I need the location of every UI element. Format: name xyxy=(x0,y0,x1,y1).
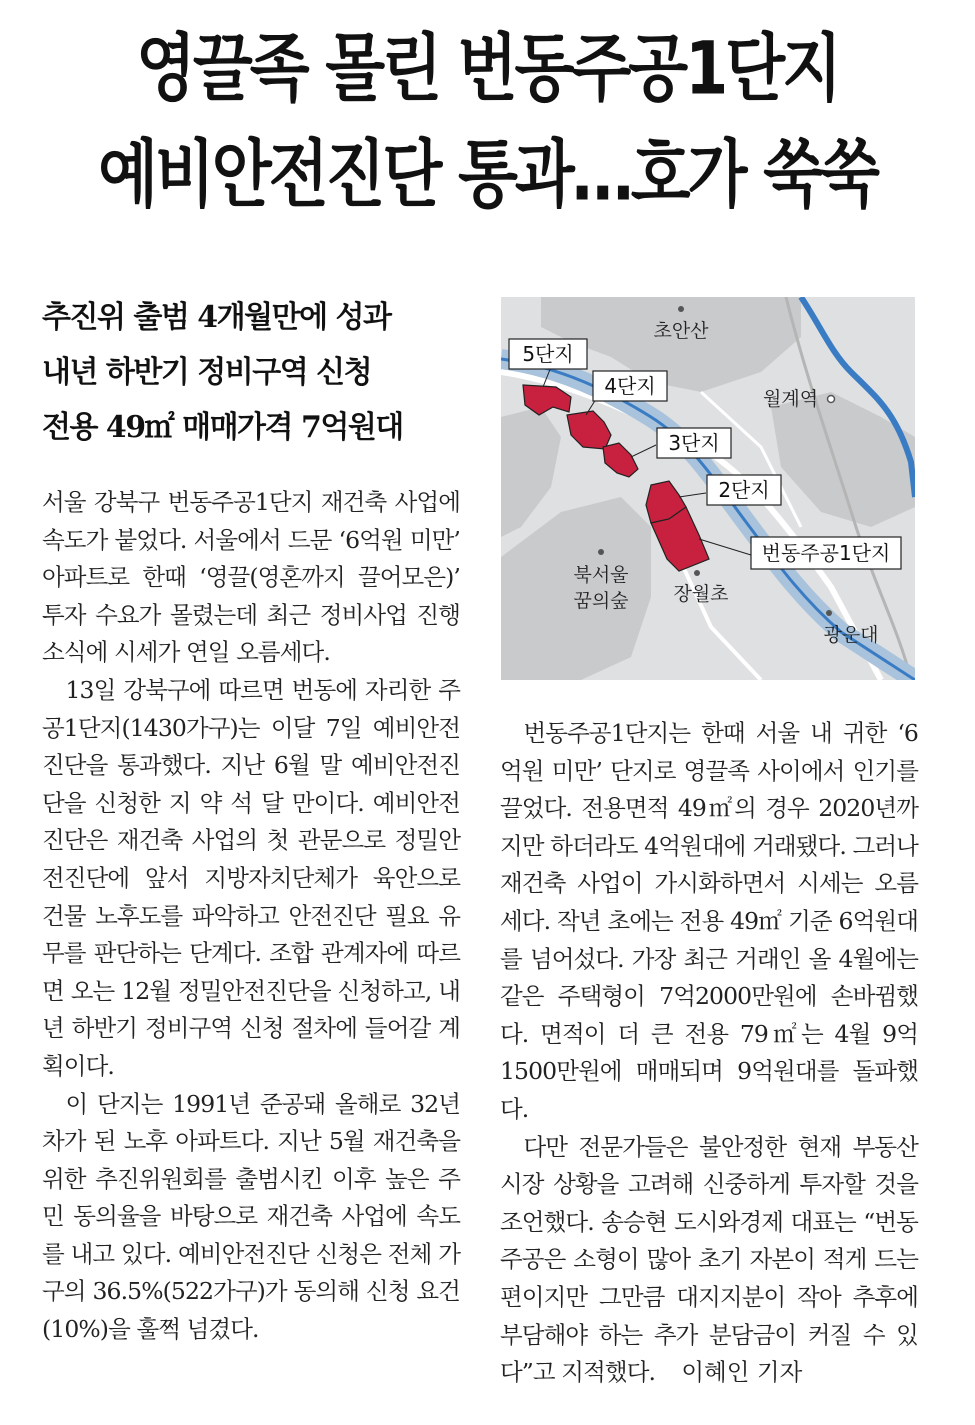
place-jangwol: 장월초 xyxy=(673,583,729,605)
headline-line-2: 예비안전진단 통과…호가 쑥쑥 xyxy=(98,130,877,218)
paragraph: 번동주공1단지는 한때 서울 내 귀한 ‘6억원 미만’ 단지로 영끌족 사이에서 인기를 끌었다. 전용면적 49㎡의 경우 2020년까지만 하더라도 4억원대에 거래됐다. 그러나 재건축 사업이 가시화하면서 시세는 오름세다. 작년 초에는 전용 49㎡ 기준 6억원대를 넘어섰다. 가장 최근 거래인 올 4월에는 같은 주택형이 7억2000만원에 손바뀜했다. 면적이 더 큰 전용 79㎡는 4월 9억1500만원에 매매되며 9억원대를 돌파했다. xyxy=(500,719,918,1123)
place-bukseoul-2: 꿈의숲 xyxy=(573,590,629,612)
byline: 이혜인 기자 xyxy=(681,1358,803,1387)
paragraph-text: 다만 전문가들은 불안정한 현재 부동산 시장 상황을 고려해 신중하게 투자할 것을 조언했다. 송승현 도시와경제 대표는 “번동주공은 소형이 많아 초기 자본이 적게 드는 편이지만 그만큼 대지지분이 작아 추후에 부담해야 하는 추가 분담금이 커질 수 있다”고 지적했다. xyxy=(500,1132,918,1387)
paragraph: 이 단지는 1991년 준공돼 올해로 32년 차가 된 노후 아파트다. 지난 5월 재건축을 위한 추진위원회를 출범시킨 이후 높은 주민 동의율을 바탕으로 재건축 사업에 속도를 내고 있다. 예비안전진단 신청은 전체 가구의 36.5%(522가구)가 동의해 신청 요건(10%)을 훌쩍 넘겼다. xyxy=(42,1089,460,1344)
subheadline-3: 전용 49㎡ 매매가격 7억원대 xyxy=(42,410,403,445)
place-bukseoul-1: 북서울 xyxy=(573,564,629,586)
svg-text:2단지: 2단지 xyxy=(718,478,770,502)
label-2 xyxy=(707,475,781,505)
svg-text:3단지: 3단지 xyxy=(668,431,720,455)
place-wolgye: 월계역 xyxy=(763,388,819,410)
svg-text:번동주공1단지: 번동주공1단지 xyxy=(761,541,891,565)
subheadline-2: 내년 하반기 정비구역 신청 xyxy=(42,355,372,390)
park-area-west xyxy=(501,407,561,537)
place-gwangun: 광운대 xyxy=(823,624,879,646)
article-column-left xyxy=(42,484,460,1349)
marker-bukseoul xyxy=(598,549,604,555)
location-map xyxy=(501,297,915,680)
subheadline-1: 추진위 출범 4개월만에 성과 xyxy=(42,300,391,335)
complex-4 xyxy=(567,411,611,449)
subheadline-list xyxy=(42,290,482,455)
headline-line-1: 영끌족 몰린 번동주공1단지 xyxy=(135,24,840,112)
article-column-right xyxy=(500,715,918,1392)
marker-gwangun xyxy=(826,610,832,616)
marker-jangwol xyxy=(694,570,700,576)
marker-choansan xyxy=(678,306,684,312)
label-5 xyxy=(509,339,587,369)
marker-wolgye xyxy=(828,396,835,403)
place-choansan: 초안산 xyxy=(653,320,709,342)
paragraph: 13일 강북구에 따르면 번동에 자리한 주공1단지(1430가구)는 이달 7일 예비안전진단을 통과했다. 지난 6월 말 예비안전진단을 신청한 지 약 석 달 만이다. 예비안전진단은 재건축 사업의 첫 관문으로 정밀안전진단에 앞서 지방자치단체가 육안으로 건물 노후도를 파악하고 안전진단 필요 유무를 판단하는 단계다. 조합 관계자에 따르면 오는 12월 정밀안전진단을 신청하고, 내년 하반기 정비구역 신청 절차에 들어갈 계획이다. xyxy=(42,675,460,1080)
label-1 xyxy=(751,537,901,569)
svg-text:5단지: 5단지 xyxy=(522,342,574,366)
paragraph: 서울 강북구 번동주공1단지 재건축 사업에 속도가 붙었다. 서울에서 드문 ‘6억원 미만’ 아파트로 한때 ‘영끌(영혼까지 끌어모은)’ 투자 수요가 몰렸는데 최근 정비사업 진행 소식에 시세가 연일 오름세다. xyxy=(42,488,460,667)
svg-text:4단지: 4단지 xyxy=(604,374,656,398)
leader-line-2 xyxy=(679,493,706,497)
label-4 xyxy=(593,371,667,401)
leader-line-3 xyxy=(631,445,656,457)
park-area-bukseoul xyxy=(501,497,651,680)
park-area-east xyxy=(771,392,915,527)
complex-3 xyxy=(603,443,638,477)
paragraph xyxy=(500,1129,918,1392)
label-3 xyxy=(657,428,731,458)
